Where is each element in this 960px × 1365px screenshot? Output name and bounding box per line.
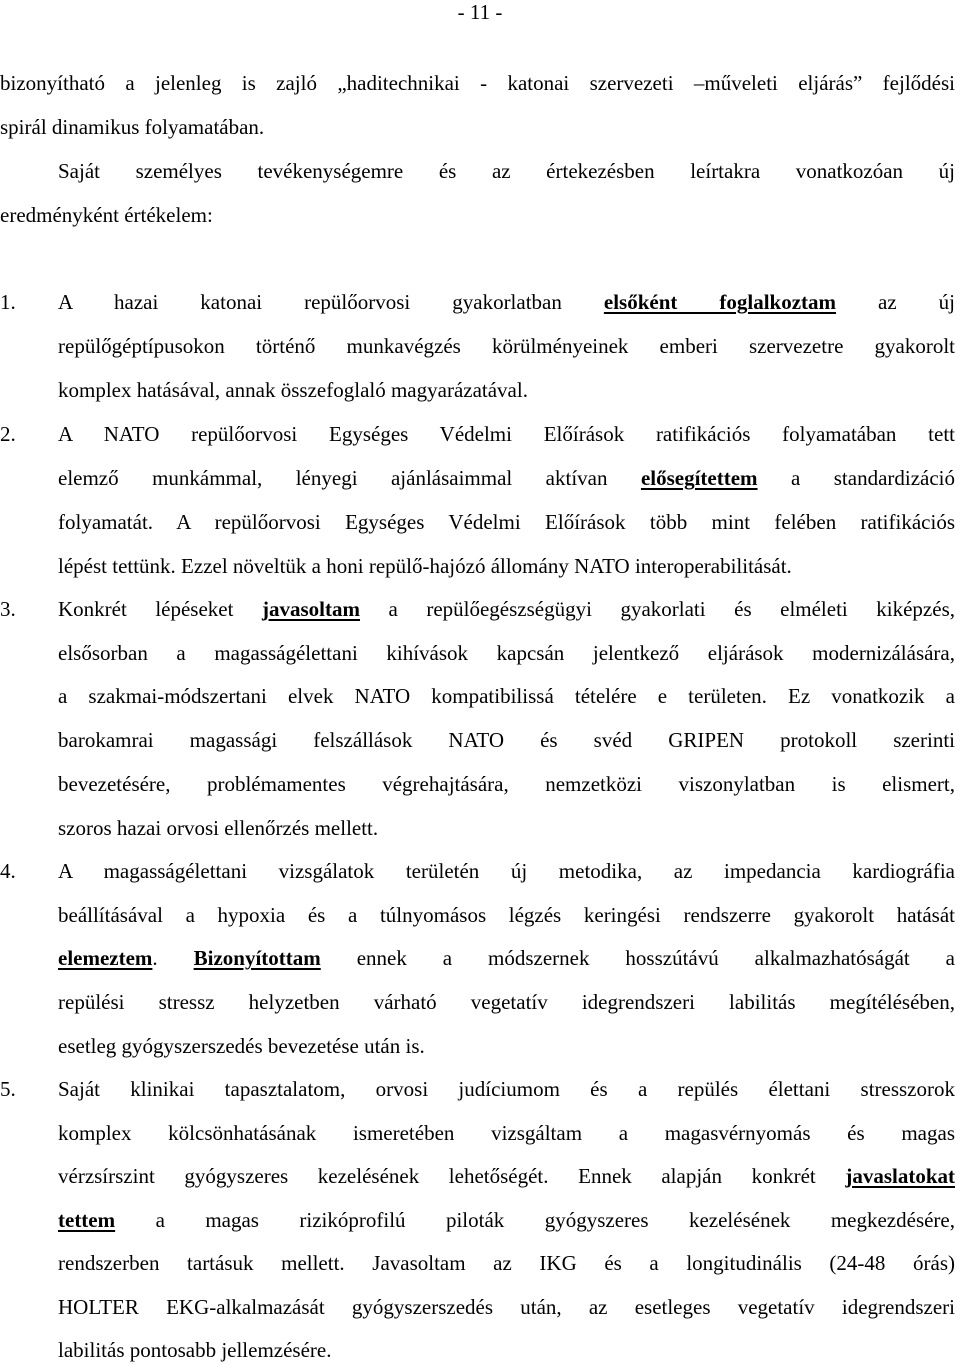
item-line: A magasságélettani vizsgálatok területén új metodika, az impedancia kardiográfia — [58, 859, 955, 883]
item-line: labilitás pontosabb jellemzésére. — [58, 1338, 332, 1362]
item-line: repülési stressz helyzetben várható vegetatív idegrendszeri labilitás megítélésében, — [58, 990, 955, 1014]
item-text: Konkrét lépéseket — [58, 597, 234, 621]
item-number: 3. — [0, 597, 16, 621]
item-line: lépést tettünk. Ezzel növeltük a honi repülő-hajózó állomány NATO interoperabilitását. — [58, 554, 792, 578]
intro-paragraph-line: bizonyítható a jelenleg is zajló „haditechnikai - katonai szervezeti –műveleti eljárás” fejlődési — [0, 71, 955, 95]
item-text: ennek a módszernek hosszútávú alkalmazhatóságát a — [356, 946, 956, 970]
intro-paragraph-line: eredményként értékelem: — [0, 203, 213, 227]
item-number: 2. — [0, 422, 16, 446]
item-number: 1. — [0, 290, 16, 314]
item-line: komplex kölcsönhatásának ismeretében vizsgáltam a magasvérnyomás és magas — [58, 1121, 955, 1145]
item-text: A hazai katonai repülőorvosi gyakorlatban — [58, 290, 562, 314]
item-line — [58, 465, 955, 491]
item-line: beállításával a hypoxia és a túlnyomásos légzés keringési rendszerre gyakorolt hatását — [58, 903, 955, 927]
item-text: a repülőegészségügyi gyakorlati és elméleti kiképzés, — [388, 597, 955, 621]
item-line — [58, 945, 955, 971]
item-line: A NATO repülőorvosi Egységes Védelmi Előírások ratifikációs folyamatában tett — [58, 422, 955, 446]
item-text: vérzsírszint gyógyszeres kezelésének lehetőségét. Ennek alapján konkrét — [58, 1164, 816, 1188]
item-number: 4. — [0, 859, 16, 883]
emphasized-text: elsőként foglalkoztam — [603, 290, 837, 314]
item-line: esetleg gyógyszerszedés bevezetése után is. — [58, 1034, 425, 1058]
item-text: . — [152, 946, 158, 970]
item-line: elsősorban a magasságélettani kihívások kapcsán jelentkező eljárások modernizálására, — [58, 641, 955, 665]
emphasized-text: javaslatokat — [845, 1164, 955, 1188]
item-text: a standardizáció — [790, 466, 956, 490]
item-line — [58, 596, 955, 622]
item-line — [58, 289, 955, 315]
item-number: 5. — [0, 1077, 16, 1101]
item-line — [58, 1207, 955, 1233]
item-text: az új — [878, 290, 956, 314]
item-line: HOLTER EKG-alkalmazását gyógyszerszedés után, az esetleges vegetatív idegrendszeri — [58, 1295, 955, 1319]
item-line: szoros hazai orvosi ellenőrzés mellett. — [58, 816, 379, 840]
item-line: komplex hatásával, annak összefoglaló magyarázatával. — [58, 378, 528, 402]
item-line: repülőgéptípusokon történő munkavégzés körülményeinek emberi szervezetre gyakorolt — [58, 334, 955, 358]
emphasized-text: tettem — [58, 1208, 116, 1232]
item-line — [58, 1163, 955, 1189]
page-number: - 11 - — [457, 0, 503, 24]
emphasized-text: elemeztem — [58, 946, 153, 970]
item-line: barokamrai magassági felszállások NATO és svéd GRIPEN protokoll szerinti — [58, 728, 955, 752]
emphasized-text: Bizonyítottam — [193, 946, 321, 970]
item-text: a magas rizikóprofilú piloták gyógyszeres kezelésének megkezdésére, — [155, 1208, 955, 1232]
item-line: Saját klinikai tapasztalatom, orvosi judíciumom és a repülés élettani stresszorok — [58, 1077, 955, 1101]
emphasized-text: javasoltam — [261, 597, 360, 621]
item-line: folyamatát. A repülőorvosi Egységes Védelmi Előírások több mint felében ratifikációs — [58, 510, 955, 534]
emphasized-text: elősegítettem — [640, 466, 758, 490]
intro-paragraph-line: Saját személyes tevékenységemre és az értekezésben leírtakra vonatkozóan új — [58, 159, 955, 183]
item-line: a szakmai-módszertani elvek NATO kompatibilissá tételére e területen. Ez vonatkozik a — [58, 684, 955, 708]
item-line: bevezetésére, problémamentes végrehajtására, nemzetközi viszonylatban is elismert, — [58, 772, 955, 796]
item-line: rendszerben tartásuk mellett. Javasoltam az IKG és a longitudinális (24-48 órás) — [58, 1251, 955, 1275]
item-text: elemző munkámmal, lényegi ajánlásaimmal aktívan — [58, 466, 608, 490]
intro-paragraph-line: spirál dinamikus folyamatában. — [0, 115, 265, 139]
